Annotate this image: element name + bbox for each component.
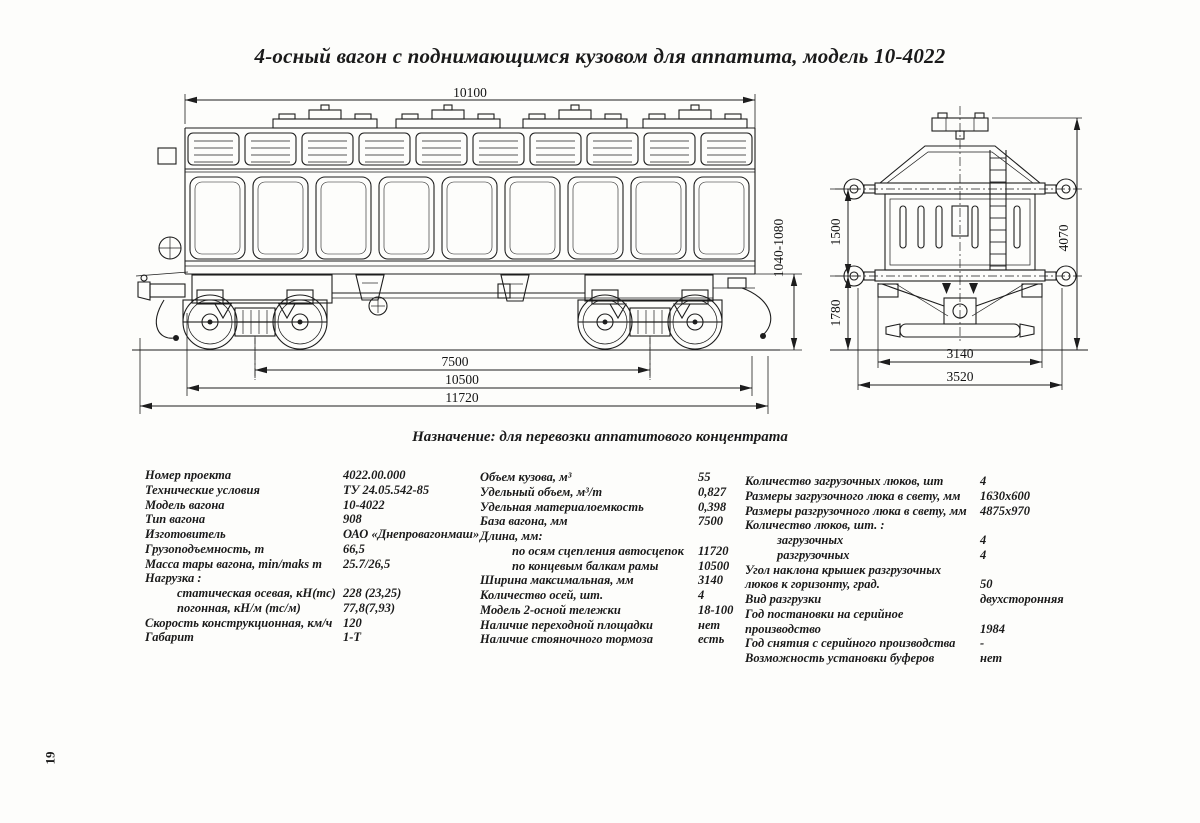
spec-row bbox=[745, 592, 1085, 607]
spec-label: разгрузочных bbox=[777, 547, 850, 562]
spec-label: База вагона, мм bbox=[480, 514, 568, 529]
spec-label: Наличие переходной площадки bbox=[480, 617, 653, 632]
spec-label: Год постановки на серийное производство bbox=[745, 606, 904, 636]
spec-row bbox=[745, 563, 1085, 593]
spec-row bbox=[145, 586, 485, 601]
spec-label: Размеры разгрузочного люка в свету, мм bbox=[745, 503, 967, 518]
spec-value: 25.7/26,5 bbox=[343, 556, 391, 571]
spec-label: статическая осевая, кН(тс) bbox=[177, 586, 336, 600]
dim-label-end-upper: 1500 bbox=[828, 218, 843, 246]
spec-value: 1984 bbox=[980, 621, 1005, 636]
spec-label: по осям сцепления автосцепок bbox=[512, 543, 684, 558]
spec-value: 0,827 bbox=[698, 484, 727, 499]
spec-value: 50 bbox=[980, 577, 993, 592]
spec-row bbox=[145, 527, 485, 542]
dim-label-end-height: 4070 bbox=[1056, 224, 1071, 252]
spec-row bbox=[745, 518, 1085, 533]
spec-row bbox=[480, 544, 755, 559]
spec-row bbox=[480, 618, 755, 633]
spec-row bbox=[745, 533, 1085, 548]
spec-label: Номер проекта bbox=[145, 468, 232, 482]
spec-label: Грузоподъемность, т bbox=[145, 541, 265, 556]
page-number: 19 bbox=[42, 751, 58, 765]
spec-row bbox=[480, 470, 755, 485]
dim-label-end-width-body: 3140 bbox=[946, 346, 974, 361]
spec-label: загрузочных bbox=[777, 533, 844, 547]
spec-row bbox=[480, 632, 755, 647]
spec-label: Количество осей, шт. bbox=[480, 588, 604, 602]
dim-label-coupler-height: 1040-1080 bbox=[771, 218, 786, 278]
spec-label: Тип вагона bbox=[145, 512, 206, 527]
spec-row bbox=[480, 514, 755, 529]
spec-row bbox=[745, 489, 1085, 504]
specs-column-general bbox=[145, 468, 485, 645]
spec-value: 18-100 bbox=[698, 602, 734, 617]
spec-value: 66,5 bbox=[343, 541, 365, 556]
spec-value: нет bbox=[980, 651, 1003, 665]
spec-label: Количество загрузочных люков, шт bbox=[745, 474, 944, 488]
spec-row bbox=[480, 588, 755, 603]
spec-label: Год снятия с серийного производства bbox=[745, 636, 956, 651]
spec-label: Удельная материалоемкость bbox=[480, 499, 644, 514]
spec-value: 908 bbox=[343, 512, 362, 527]
spec-value: 4022.00.000 bbox=[343, 468, 406, 482]
spec-value: 4 bbox=[980, 533, 987, 547]
spec-label: Масса тары вагона, min/maks m bbox=[145, 556, 322, 571]
page-title: 4-осный вагон с поднимающимся кузовом для аппатита, модель 10-4022 bbox=[254, 44, 946, 68]
spec-label: Количество люков, шт. : bbox=[745, 518, 885, 533]
spec-value: 3140 bbox=[698, 573, 723, 588]
spec-value: 4 bbox=[980, 547, 987, 562]
spec-value: 7500 bbox=[698, 514, 723, 529]
spec-value: ОАО «Днепровагонмаш» bbox=[343, 527, 480, 541]
spec-label: Вид разгрузки bbox=[745, 592, 822, 606]
dim-label-wheelbase: 7500 bbox=[441, 354, 469, 369]
spec-value: ТУ 24.05.542-85 bbox=[343, 482, 430, 497]
specs-column-hatches bbox=[745, 474, 1085, 666]
spec-row bbox=[745, 651, 1085, 666]
spec-value: - bbox=[980, 636, 985, 651]
spec-row bbox=[745, 474, 1085, 489]
spec-row bbox=[145, 468, 485, 483]
spec-row bbox=[145, 542, 485, 557]
spec-value: 10-4022 bbox=[343, 497, 385, 512]
dim-label-length-over-couplers: 11720 bbox=[445, 390, 479, 405]
spec-label: Угол наклона крышек разгрузочных люков к горизонту, град. bbox=[745, 562, 942, 592]
dim-label-end-width-overall: 3520 bbox=[946, 369, 974, 384]
spec-row bbox=[745, 548, 1085, 563]
spec-value: 228 (23,25) bbox=[343, 586, 402, 600]
spec-label: Возможность установки буферов bbox=[745, 651, 935, 665]
spec-value: 4875x970 bbox=[980, 503, 1030, 518]
spec-row bbox=[745, 607, 1085, 637]
spec-label: Ширина максимальная, мм bbox=[480, 573, 634, 588]
spec-label: по концевым балкам рамы bbox=[512, 558, 659, 573]
spec-value: 1630x600 bbox=[980, 488, 1030, 503]
spec-row bbox=[480, 485, 755, 500]
spec-row bbox=[145, 630, 485, 645]
spec-value: 120 bbox=[343, 615, 362, 630]
spec-label: Габарит bbox=[145, 630, 194, 645]
wagon-technical-drawing bbox=[130, 88, 1090, 418]
spec-row bbox=[745, 636, 1085, 651]
dim-label-top-length: 10100 bbox=[453, 88, 487, 100]
spec-row bbox=[145, 571, 485, 586]
dim-label-frame-length: 10500 bbox=[445, 372, 479, 387]
spec-value: двухсторонняя bbox=[980, 592, 1064, 606]
spec-row bbox=[145, 512, 485, 527]
spec-row bbox=[145, 498, 485, 513]
spec-value: 4 bbox=[698, 588, 705, 602]
spec-row bbox=[145, 616, 485, 631]
side-view-drawing bbox=[132, 88, 802, 414]
spec-row bbox=[480, 559, 755, 574]
spec-row bbox=[145, 557, 485, 572]
spec-label: Удельный объем, м³/т bbox=[480, 484, 603, 499]
spec-value: 11720 bbox=[698, 543, 729, 558]
spec-label: Длина, мм: bbox=[480, 529, 543, 543]
spec-row bbox=[480, 573, 755, 588]
spec-value: нет bbox=[698, 617, 721, 632]
spec-label: погонная, кН/м (тс/м) bbox=[177, 600, 301, 615]
spec-row bbox=[145, 601, 485, 616]
spec-label: Объем кузова, м³ bbox=[480, 470, 572, 484]
spec-label: Изготовитель bbox=[145, 527, 226, 541]
spec-value: 55 bbox=[698, 470, 711, 484]
spec-label: Наличие стояночного тормоза bbox=[480, 632, 653, 647]
spec-value: 10500 bbox=[698, 558, 730, 573]
spec-label: Модель вагона bbox=[145, 497, 225, 512]
spec-value: 1-Т bbox=[343, 630, 362, 645]
spec-label: Размеры загрузочного люка в свету, мм bbox=[745, 488, 961, 503]
specs-column-dimensions bbox=[480, 470, 755, 647]
spec-value: 0,398 bbox=[698, 499, 727, 514]
end-view-drawing bbox=[828, 106, 1088, 390]
spec-row bbox=[480, 500, 755, 515]
spec-label: Нагрузка : bbox=[145, 571, 202, 586]
spec-row bbox=[480, 529, 755, 544]
spec-label: Технические условия bbox=[145, 482, 260, 497]
spec-row bbox=[480, 603, 755, 618]
spec-value: 77,8(7,93) bbox=[343, 600, 396, 615]
spec-label: Скорость конструкционная, км/ч bbox=[145, 615, 333, 630]
spec-value: есть bbox=[698, 632, 725, 647]
spec-row bbox=[145, 483, 485, 498]
dim-label-end-lower: 1780 bbox=[828, 299, 843, 327]
spec-row bbox=[745, 504, 1085, 519]
purpose-line: Назначение: для перевозки аппатитового концентрата bbox=[412, 429, 788, 445]
spec-value: 4 bbox=[980, 474, 987, 488]
spec-label: Модель 2-осной тележки bbox=[480, 602, 621, 617]
